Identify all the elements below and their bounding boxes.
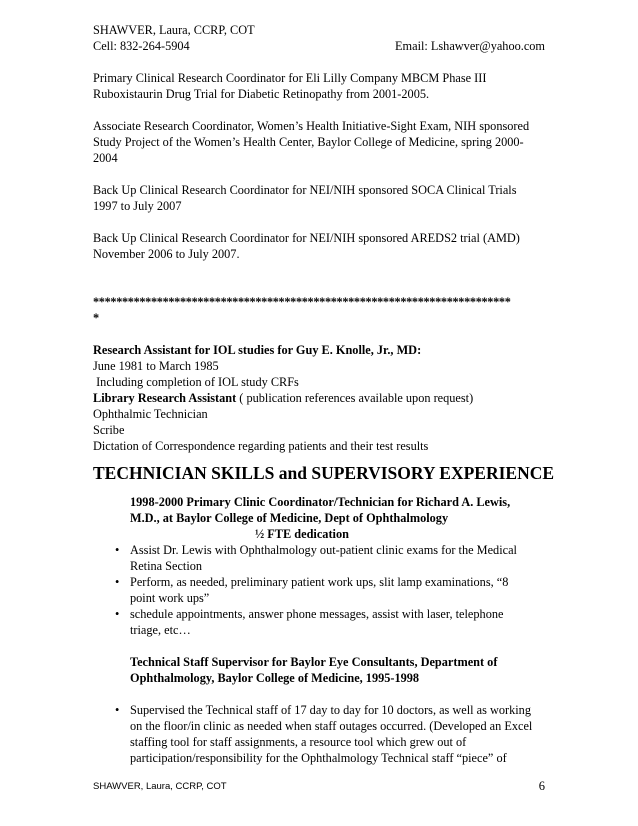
bullet-line: Perform, as needed, preliminary patient work ups, slit lamp examinations, “8: [130, 575, 509, 589]
list-item: [93, 542, 553, 574]
separator-line: ************************************************************************: [93, 295, 511, 309]
bullet-line: schedule appointments, answer phone messages, assist with laser, telephone: [130, 607, 504, 621]
bullet-line: point work ups”: [130, 591, 210, 605]
role-line: Ophthalmic Technician: [93, 407, 208, 421]
role-line: Scribe: [93, 423, 125, 437]
entry-line: November 2006 to July 2007.: [93, 247, 240, 261]
library-row: [93, 390, 553, 406]
job2-title: Technical Staff Supervisor for Baylor Eye Consultants, Department of: [130, 655, 498, 669]
entry-line: Ruboxistaurin Drug Trial for Diabetic Retinopathy from 2001-2005.: [93, 87, 430, 101]
job1-bullet-list: [93, 542, 553, 638]
entry-line: Primary Clinical Research Coordinator for Eli Lilly Company MBCM Phase III: [93, 71, 487, 85]
role-line: Dictation of Correspondence regarding patients and their test results: [93, 439, 429, 453]
header-name: SHAWVER, Laura, CCRP, COT: [93, 23, 255, 37]
job1-title: M.D., at Baylor College of Medicine, Dept of Ophthalmology: [130, 511, 449, 525]
entry-line: 1997 to July 2007: [93, 199, 182, 213]
list-item: [93, 574, 553, 606]
job2-title: Ophthalmology, Baylor College of Medicine, 1995-1998: [130, 671, 420, 685]
experience-entry-1: [93, 70, 553, 102]
entry-line: 2004: [93, 151, 118, 165]
research-dates: June 1981 to March 1985: [93, 359, 219, 373]
bullet-line: staffing tool for staff assignments, a resource tool which grew out of: [130, 735, 467, 749]
research-title: Research Assistant for IOL studies for Guy E. Knolle, Jr., MD:: [93, 343, 422, 357]
page-number: 6: [538, 779, 545, 793]
experience-entry-2: [93, 118, 553, 166]
list-item: [93, 702, 553, 766]
list-item: [93, 606, 553, 638]
bullet-line: triage, etc…: [130, 623, 191, 637]
entry-line: Back Up Clinical Research Coordinator for NEI/NIH sponsored AREDS2 trial (AMD): [93, 231, 520, 245]
experience-entry-3: [93, 182, 553, 214]
bullet-icon: •: [115, 607, 120, 621]
bullet-icon: •: [115, 543, 120, 557]
bullet-line: Assist Dr. Lewis with Ophthalmology out-patient clinic exams for the Medical: [130, 543, 517, 557]
header-email: Email: Lshawver@yahoo.com: [395, 39, 545, 53]
bullet-line: participation/responsibility for the Ophthalmology Technical staff “piece” of: [130, 751, 507, 765]
header-cell: Cell: 832-264-5904: [93, 39, 190, 53]
bullet-icon: •: [115, 703, 120, 717]
header-contact-row: [93, 38, 545, 54]
library-note: ( publication references available upon request): [236, 391, 474, 405]
resume-page: [93, 22, 553, 766]
footer-name: SHAWVER, Laura, CCRP, COT: [93, 781, 227, 792]
job2-bullet-list: [93, 702, 553, 766]
experience-entry-4: [93, 230, 553, 262]
entry-line: Back Up Clinical Research Coordinator for NEI/NIH sponsored SOCA Clinical Trials: [93, 183, 517, 197]
separator-line-end: *: [93, 311, 100, 325]
research-crfs: Including completion of IOL study CRFs: [93, 375, 299, 389]
job1-fte: ½ FTE dedication: [255, 527, 349, 541]
bullet-line: on the floor/in clinic as needed when staff outages occurred. (Developed an Excel: [130, 719, 533, 733]
entry-line: Associate Research Coordinator, Women’s Health Initiative-Sight Exam, NIH sponsored: [93, 119, 530, 133]
bullet-line: Retina Section: [130, 559, 203, 573]
bullet-icon: •: [115, 575, 120, 589]
library-title: Library Research Assistant: [93, 391, 237, 405]
job1-title: 1998-2000 Primary Clinic Coordinator/Technician for Richard A. Lewis,: [130, 495, 511, 509]
entry-line: Study Project of the Women’s Health Center, Baylor College of Medicine, spring 2000-: [93, 135, 524, 149]
bullet-line: Supervised the Technical staff of 17 day to day for 10 doctors, as well as working: [130, 703, 531, 717]
page-footer: [93, 781, 545, 794]
skills-heading: TECHNICIAN SKILLS and SUPERVISORY EXPERIENCE: [93, 463, 555, 483]
